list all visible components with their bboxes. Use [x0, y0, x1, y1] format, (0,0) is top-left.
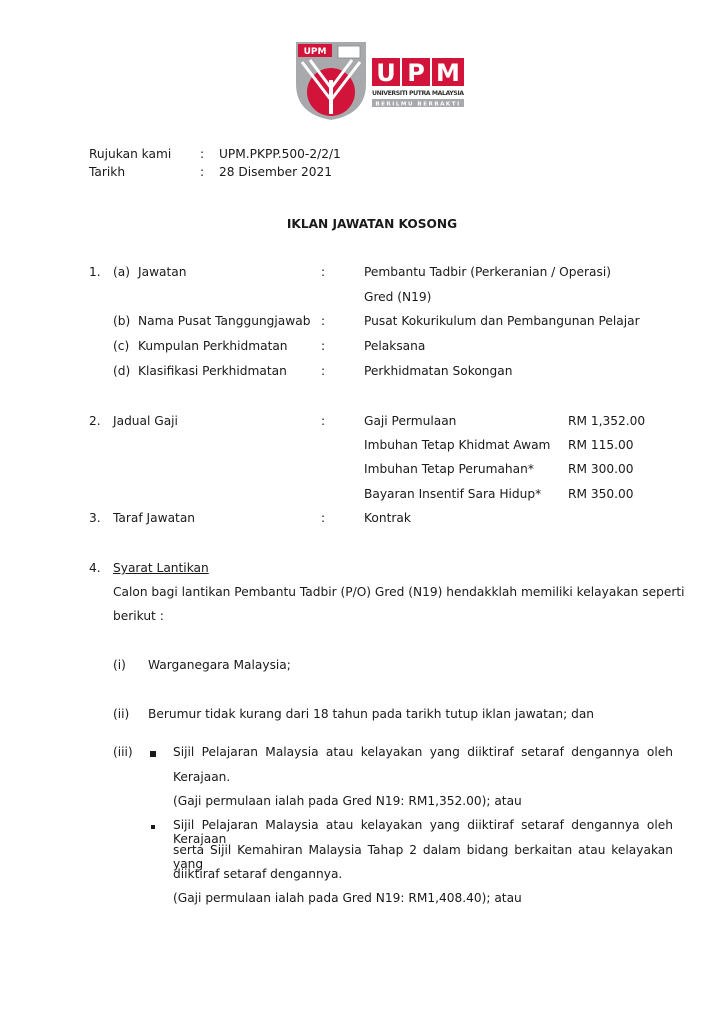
- svg-text:P: P: [407, 59, 425, 87]
- salary-amount: RM 115.00: [568, 438, 634, 452]
- colon: :: [321, 265, 326, 279]
- upm-logo: [294, 40, 466, 122]
- item-letter: (c): [113, 339, 130, 353]
- colon: :: [321, 314, 326, 328]
- bullet-small-icon: [151, 825, 155, 829]
- section-2-label: Jadual Gaji: [113, 414, 178, 428]
- item-value: Pelaksana: [364, 339, 426, 353]
- section-3-value: Kontrak: [364, 511, 411, 525]
- document-title: IKLAN JAWATAN KOSONG: [286, 217, 458, 231]
- salary-note: (Gaji permulaan ialah pada Gred N19: RM1,352.00); atau: [173, 794, 522, 808]
- colon: :: [321, 414, 326, 428]
- tarikh-label: Tarikh: [89, 165, 126, 179]
- bullet-text-cont: Kerajaan.: [173, 770, 231, 784]
- colon: :: [321, 339, 326, 353]
- section-3-label: Taraf Jawatan: [113, 511, 196, 525]
- svg-text:M: M: [436, 59, 460, 87]
- section-2-number: 2.: [89, 414, 101, 428]
- section-4-intro-cont: berikut :: [113, 609, 164, 623]
- upm-crest-icon: [294, 40, 466, 122]
- colon: :: [321, 511, 326, 525]
- svg-text:BERILMU BERBAKTI: BERILMU BERBAKTI: [375, 101, 461, 108]
- salary-amount: RM 1,352.00: [568, 414, 646, 428]
- rujukan-label: Rujukan kami: [89, 147, 172, 161]
- tarikh-value: 28 Disember 2021: [219, 165, 333, 179]
- section-4-number: 4.: [89, 561, 101, 575]
- item-letter: (d): [113, 364, 131, 378]
- svg-text:UNIVERSITI PUTRA MALAYSIA: UNIVERSITI PUTRA MALAYSIA: [372, 90, 464, 97]
- bullet-text-cont: diiktiraf setaraf dengannya.: [173, 867, 343, 881]
- salary-amount: RM 350.00: [568, 487, 634, 501]
- rujukan-value: UPM.PKPP.500-2/2/1: [219, 147, 341, 161]
- condition-text: Warganegara Malaysia;: [148, 658, 291, 672]
- salary-item: Gaji Permulaan: [364, 414, 457, 428]
- salary-item: Imbuhan Tetap Perumahan*: [364, 462, 534, 476]
- condition-number: (iii): [113, 745, 133, 759]
- condition-number: (ii): [113, 707, 130, 721]
- colon: :: [200, 165, 205, 179]
- svg-text:UPM: UPM: [303, 47, 327, 57]
- section-3-number: 3.: [89, 511, 101, 525]
- bullet-text-cont: serta Sijil Kemahiran Malaysia Tahap 2 dalam bidang berkaitan atau kelayakan yang: [173, 843, 673, 871]
- item-label: Klasifikasi Perkhidmatan: [138, 364, 287, 378]
- section-4-intro: Calon bagi lantikan Pembantu Tadbir (P/O) Gred (N19) hendakklah memiliki kelayakan seperti: [113, 585, 685, 599]
- salary-amount: RM 300.00: [568, 462, 634, 476]
- item-label: Kumpulan Perkhidmatan: [138, 339, 288, 353]
- colon: :: [321, 364, 326, 378]
- condition-text: Berumur tidak kurang dari 18 tahun pada tarikh tutup iklan jawatan; dan: [148, 707, 595, 721]
- salary-item: Imbuhan Tetap Khidmat Awam: [364, 438, 551, 452]
- bullet-square-icon: [150, 751, 156, 757]
- item-value-grade: Gred (N19): [364, 290, 432, 304]
- item-label: Nama Pusat Tanggungjawab: [138, 314, 311, 328]
- item-value: Pembantu Tadbir (Perkeranian / Operasi): [364, 265, 611, 279]
- colon: :: [200, 147, 205, 161]
- condition-number: (i): [113, 658, 126, 672]
- section-4-heading: Syarat Lantikan: [113, 561, 209, 575]
- item-letter: (a): [113, 265, 130, 279]
- item-value: Perkhidmatan Sokongan: [364, 364, 513, 378]
- bullet-text: Sijil Pelajaran Malaysia atau kelayakan yang diiktiraf setaraf dengannya oleh: [173, 745, 673, 759]
- item-letter: (b): [113, 314, 131, 328]
- item-label: Jawatan: [138, 265, 187, 279]
- section-1-number: 1.: [89, 265, 101, 279]
- item-value: Pusat Kokurikulum dan Pembangunan Pelajar: [364, 314, 640, 328]
- bullet-text: Sijil Pelajaran Malaysia atau kelayakan yang diiktiraf setaraf dengannya oleh Kerajaan: [173, 818, 673, 846]
- salary-item: Bayaran Insentif Sara Hidup*: [364, 487, 542, 501]
- svg-text:U: U: [376, 59, 396, 87]
- salary-note: (Gaji permulaan ialah pada Gred N19: RM1,408.40); atau: [173, 891, 522, 905]
